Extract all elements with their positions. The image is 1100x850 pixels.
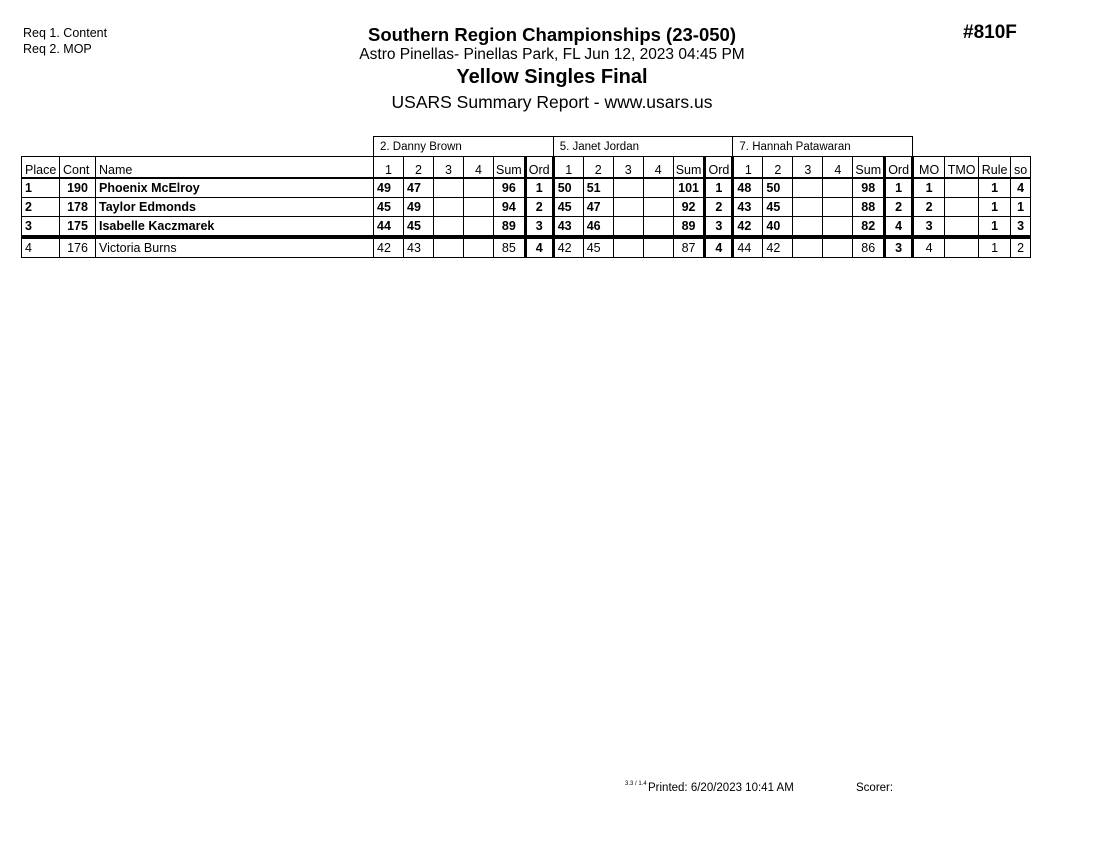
mo-cell: 3 <box>913 217 945 238</box>
sum-cell: 98 <box>853 178 885 198</box>
score-cell: 44 <box>374 217 404 238</box>
score-cell <box>793 198 823 217</box>
name-cell: Taylor Edmonds <box>96 198 374 217</box>
name-cell: Phoenix McElroy <box>96 178 374 198</box>
score-cell <box>613 237 643 258</box>
col-header-score: 2 <box>763 157 793 179</box>
col-header-sum: Sum <box>673 157 705 179</box>
so-cell: 4 <box>1011 178 1031 198</box>
score-cell: 45 <box>553 198 583 217</box>
printed-timestamp: Printed: 6/20/2023 10:41 AM <box>648 782 794 794</box>
place-cell: 1 <box>22 178 60 198</box>
requirements-list <box>23 25 107 57</box>
score-cell <box>823 178 853 198</box>
score-cell <box>613 198 643 217</box>
score-cell <box>793 237 823 258</box>
score-cell <box>643 237 673 258</box>
score-cell: 47 <box>583 198 613 217</box>
score-cell <box>643 198 673 217</box>
sum-cell: 87 <box>673 237 705 258</box>
sum-cell: 88 <box>853 198 885 217</box>
scale-mark: 3.3 / 1.4 <box>625 781 647 787</box>
score-cell: 45 <box>583 237 613 258</box>
score-cell: 45 <box>404 217 434 238</box>
col-header-score: 1 <box>553 157 583 179</box>
report-header <box>300 24 804 114</box>
cont-cell: 176 <box>60 237 96 258</box>
col-header-score: 3 <box>434 157 464 179</box>
tmo-cell <box>945 198 979 217</box>
judge-header-row <box>22 137 1031 157</box>
ord-cell: 1 <box>885 178 913 198</box>
judge-name: 2. Danny Brown <box>374 137 554 157</box>
scorer-label: Scorer: <box>856 782 894 794</box>
score-cell: 43 <box>733 198 763 217</box>
tmo-cell <box>945 237 979 258</box>
score-cell: 43 <box>404 237 434 258</box>
score-cell <box>613 178 643 198</box>
ord-cell: 2 <box>705 198 733 217</box>
score-cell: 50 <box>763 178 793 198</box>
score-cell <box>823 237 853 258</box>
col-header-ord: Ord <box>705 157 733 179</box>
tmo-cell <box>945 217 979 238</box>
place-cell: 2 <box>22 198 60 217</box>
score-cell <box>464 198 494 217</box>
sum-cell: 85 <box>494 237 526 258</box>
cont-cell: 175 <box>60 217 96 238</box>
results-table <box>21 136 1031 258</box>
col-header-score: 4 <box>823 157 853 179</box>
name-cell: Victoria Burns <box>96 237 374 258</box>
name-cell: Isabelle Kaczmarek <box>96 217 374 238</box>
ord-cell: 3 <box>525 217 553 238</box>
ord-cell: 3 <box>885 237 913 258</box>
col-header-score: 3 <box>793 157 823 179</box>
cont-cell: 190 <box>60 178 96 198</box>
ord-cell: 4 <box>885 217 913 238</box>
mo-cell: 2 <box>913 198 945 217</box>
so-cell: 2 <box>1011 237 1031 258</box>
score-cell <box>464 178 494 198</box>
sum-cell: 89 <box>673 217 705 238</box>
event-code: #810F <box>963 22 1017 43</box>
score-cell: 49 <box>374 178 404 198</box>
score-cell <box>434 198 464 217</box>
mo-cell: 1 <box>913 178 945 198</box>
sum-cell: 101 <box>673 178 705 198</box>
rule-cell: 1 <box>979 217 1011 238</box>
col-header-score: 1 <box>374 157 404 179</box>
col-header-place: Place <box>22 157 60 179</box>
score-cell: 45 <box>763 198 793 217</box>
score-cell: 42 <box>553 237 583 258</box>
ord-cell: 2 <box>885 198 913 217</box>
score-cell: 44 <box>733 237 763 258</box>
venue-datetime: Astro Pinellas- Pinellas Park, FL Jun 12, 2023 04:45 PM <box>359 46 745 63</box>
table-row <box>22 237 1031 258</box>
col-header-score: 1 <box>733 157 763 179</box>
sum-cell: 96 <box>494 178 526 198</box>
place-cell: 4 <box>22 237 60 258</box>
col-header-ord: Ord <box>885 157 913 179</box>
score-cell: 40 <box>763 217 793 238</box>
place-cell: 3 <box>22 217 60 238</box>
score-cell: 42 <box>374 237 404 258</box>
score-cell: 45 <box>374 198 404 217</box>
sum-cell: 82 <box>853 217 885 238</box>
score-cell <box>434 178 464 198</box>
score-cell: 42 <box>763 237 793 258</box>
requirement-item: Req 2. MOP <box>23 42 92 56</box>
ord-cell: 4 <box>705 237 733 258</box>
score-cell <box>464 237 494 258</box>
score-cell <box>434 217 464 238</box>
table-row <box>22 178 1031 198</box>
col-header-score: 2 <box>583 157 613 179</box>
ord-cell: 2 <box>525 198 553 217</box>
cont-cell: 178 <box>60 198 96 217</box>
col-header-rule: Rule <box>979 157 1011 179</box>
score-cell <box>793 178 823 198</box>
col-header-tmo: TMO <box>945 157 979 179</box>
score-cell <box>464 217 494 238</box>
col-header-ord: Ord <box>525 157 553 179</box>
score-cell: 47 <box>404 178 434 198</box>
score-cell: 49 <box>404 198 434 217</box>
judge-name: 7. Hannah Patawaran <box>733 137 913 157</box>
score-cell <box>823 198 853 217</box>
score-cell <box>613 217 643 238</box>
score-cell: 43 <box>553 217 583 238</box>
ord-cell: 1 <box>705 178 733 198</box>
tmo-cell <box>945 178 979 198</box>
column-header-row <box>22 157 1031 179</box>
score-cell <box>434 237 464 258</box>
table-row <box>22 198 1031 217</box>
rule-cell: 1 <box>979 237 1011 258</box>
col-header-sum: Sum <box>494 157 526 179</box>
ord-cell: 1 <box>525 178 553 198</box>
ord-cell: 4 <box>525 237 553 258</box>
sum-cell: 92 <box>673 198 705 217</box>
score-cell <box>643 178 673 198</box>
sum-cell: 94 <box>494 198 526 217</box>
report-name: USARS Summary Report - www.usars.us <box>391 92 713 112</box>
col-header-score: 2 <box>404 157 434 179</box>
col-header-mo: MO <box>913 157 945 179</box>
competition-title: Southern Region Championships (23-050) <box>368 24 736 45</box>
requirement-item: Req 1. Content <box>23 26 108 40</box>
score-cell <box>793 217 823 238</box>
so-cell: 3 <box>1011 217 1031 238</box>
score-cell: 46 <box>583 217 613 238</box>
score-cell: 42 <box>733 217 763 238</box>
score-cell: 50 <box>553 178 583 198</box>
ord-cell: 3 <box>705 217 733 238</box>
rule-cell: 1 <box>979 198 1011 217</box>
col-header-score: 4 <box>464 157 494 179</box>
col-header-score: 3 <box>613 157 643 179</box>
sum-cell: 89 <box>494 217 526 238</box>
sum-cell: 86 <box>853 237 885 258</box>
mo-cell: 4 <box>913 237 945 258</box>
so-cell: 1 <box>1011 198 1031 217</box>
judge-name: 5. Janet Jordan <box>553 137 733 157</box>
rule-cell: 1 <box>979 178 1011 198</box>
score-cell <box>643 217 673 238</box>
score-cell <box>823 217 853 238</box>
col-header-sum: Sum <box>853 157 885 179</box>
col-header-so: so <box>1011 157 1031 179</box>
col-header-cont: Cont <box>60 157 96 179</box>
score-cell: 51 <box>583 178 613 198</box>
score-cell: 48 <box>733 178 763 198</box>
col-header-name: Name <box>96 157 374 179</box>
col-header-score: 4 <box>643 157 673 179</box>
table-row <box>22 217 1031 238</box>
event-name: Yellow Singles Final <box>456 66 648 88</box>
